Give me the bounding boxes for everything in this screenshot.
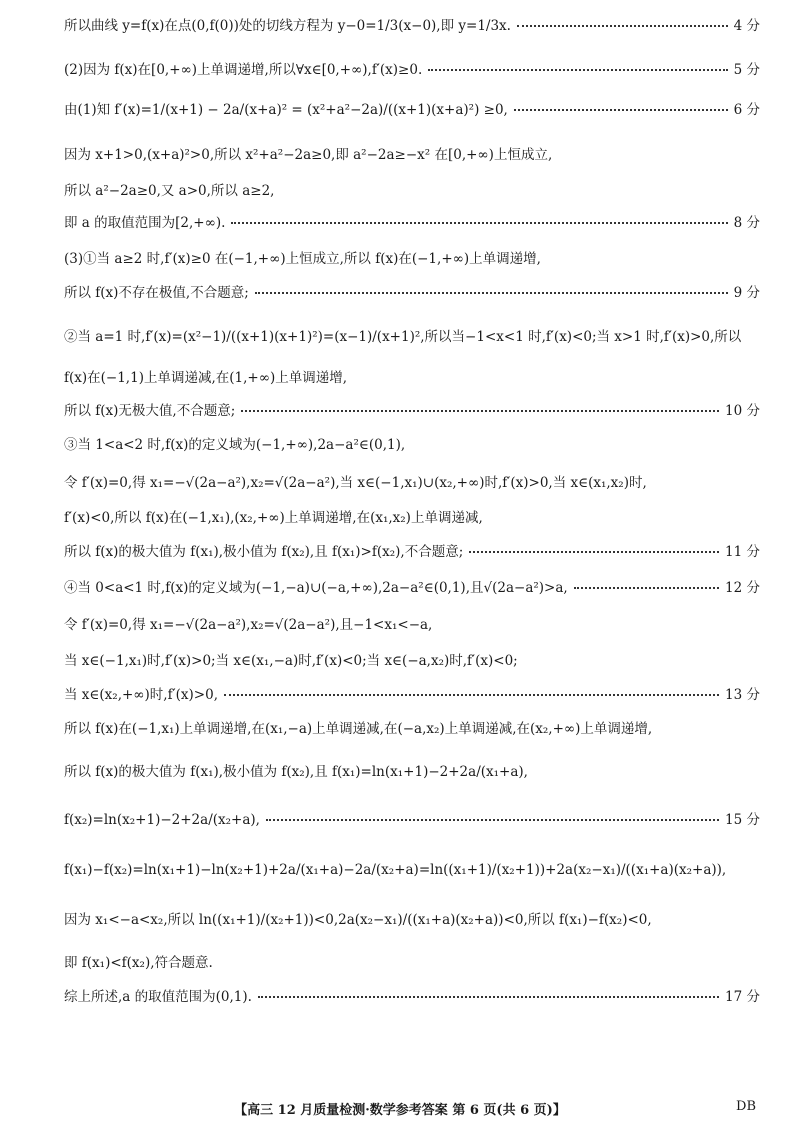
line-text: ③当 1<a<2 时,f(x)的定义域为(−1,+∞),2a−a²∈(0,1), <box>64 437 406 453</box>
line-text: (2)因为 f(x)在[0,+∞)上单调递增,所以∀x∈[0,+∞),f′(x)≥0. <box>64 62 423 78</box>
leader-dots <box>231 222 727 224</box>
line-text: 当 x∈(x₂,+∞)时,f′(x)>0, <box>64 687 218 703</box>
line-text: 当 x∈(−1,x₁)时,f′(x)>0;当 x∈(x₁,−a)时,f′(x)<0;当 x∈(−a,x₂)时,f′(x)<0; <box>64 653 518 669</box>
solution-line <box>64 370 760 387</box>
solution-line <box>64 912 760 929</box>
leader-dots <box>241 410 719 412</box>
solution-line <box>64 544 760 561</box>
line-text: 即 f(x₁)<f(x₂),符合题意. <box>64 955 213 971</box>
score-mark: 12 分 <box>725 580 760 596</box>
solution-line <box>64 215 760 232</box>
score-mark: 9 分 <box>733 285 760 301</box>
solution-line <box>64 285 760 302</box>
leader-dots <box>428 69 727 71</box>
leader-dots <box>517 25 728 27</box>
score-mark: 5 分 <box>733 62 760 78</box>
line-text: 因为 x+1>0,(x+a)²>0,所以 x²+a²−2a≥0,即 a²−2a≥−x² 在[0,+∞)上恒成立, <box>64 147 553 163</box>
leader-dots <box>514 109 728 111</box>
solution-line <box>64 617 760 634</box>
score-mark: 15 分 <box>725 812 760 828</box>
leader-dots <box>258 996 719 998</box>
line-text: 所以 f(x)无极大值,不合题意; <box>64 403 236 419</box>
solution-line <box>64 18 760 35</box>
line-text: f′(x)<0,所以 f(x)在(−1,x₁),(x₂,+∞)上单调递增,在(x₁,x₂)上单调递减, <box>64 510 483 526</box>
leader-dots <box>255 292 728 294</box>
solution-line <box>64 62 760 79</box>
line-text: 所以 f(x)的极大值为 f(x₁),极小值为 f(x₂),且 f(x₁)=ln(x₁+1)−2+2a/(x₁+a), <box>64 764 528 780</box>
solution-line <box>64 329 760 346</box>
solution-line <box>64 580 760 597</box>
solution-line <box>64 475 760 492</box>
score-mark: 4 分 <box>733 18 760 34</box>
line-text: f(x)在(−1,1)上单调递减,在(1,+∞)上单调递增, <box>64 370 348 386</box>
line-text: 由(1)知 f′(x)=1/(x+1) − 2a/(x+a)² = (x²+a²−2a)/((x+1)(x+a)²) ≥0, <box>64 102 508 118</box>
solution-line <box>64 437 760 454</box>
solution-line <box>64 764 760 781</box>
solution-line <box>64 183 760 200</box>
line-text: 所以 a²−2a≥0,又 a>0,所以 a≥2, <box>64 183 275 199</box>
leader-dots <box>574 587 719 589</box>
leader-dots <box>266 819 719 821</box>
line-text: 所以 f(x)的极大值为 f(x₁),极小值为 f(x₂),且 f(x₁)>f(x₂),不合题意; <box>64 544 464 560</box>
solution-line <box>64 955 760 972</box>
solution-line <box>64 812 760 829</box>
line-text: ②当 a=1 时,f′(x)=(x²−1)/((x+1)(x+1)²)=(x−1)/(x+1)²,所以当−1<x<1 时,f′(x)<0;当 x>1 时,f′(x)>0,所以 <box>64 329 742 345</box>
solution-line <box>64 147 760 164</box>
score-mark: 13 分 <box>725 687 760 703</box>
line-text: 令 f′(x)=0,得 x₁=−√(2a−a²),x₂=√(2a−a²),且−1<x₁<−a, <box>64 617 433 633</box>
solution-line <box>64 403 760 420</box>
line-text: ④当 0<a<1 时,f(x)的定义域为(−1,−a)∪(−a,+∞),2a−a²∈(0,1),且√(2a−a²)>a, <box>64 580 568 596</box>
line-text: 即 a 的取值范围为[2,+∞). <box>64 215 226 231</box>
solution-line <box>64 862 760 879</box>
line-text: 所以 f(x)不存在极值,不合题意; <box>64 285 249 301</box>
score-mark: 10 分 <box>725 403 760 419</box>
line-text: 因为 x₁<−a<x₂,所以 ln((x₁+1)/(x₂+1))<0,2a(x₂−x₁)/((x₁+a)(x₂+a))<0,所以 f(x₁)−f(x₂)<0, <box>64 912 652 928</box>
line-text: 令 f′(x)=0,得 x₁=−√(2a−a²),x₂=√(2a−a²),当 x∈(−1,x₁)∪(x₂,+∞)时,f′(x)>0,当 x∈(x₁,x₂)时, <box>64 475 647 491</box>
line-text: (3)①当 a≥2 时,f′(x)≥0 在(−1,+∞)上恒成立,所以 f(x)在(−1,+∞)上单调递增, <box>64 251 541 267</box>
line-text: f(x₁)−f(x₂)=ln(x₁+1)−ln(x₂+1)+2a/(x₁+a)−2a/(x₂+a)=ln((x₁+1)/(x₂+1))+2a(x₂−x₁)/((x₁+a)(x₂+a)), <box>64 862 727 878</box>
leader-dots <box>469 551 719 553</box>
line-text: f(x₂)=ln(x₂+1)−2+2a/(x₂+a), <box>64 812 260 828</box>
score-mark: 17 分 <box>725 989 760 1005</box>
line-text: 所以 f(x)在(−1,x₁)上单调递增,在(x₁,−a)上单调递减,在(−a,x₂)上单调递减,在(x₂,+∞)上单调递增, <box>64 721 653 737</box>
solution-line <box>64 251 760 268</box>
line-text: 所以曲线 y=f(x)在点(0,f(0))处的切线方程为 y−0=1/3(x−0),即 y=1/3x. <box>64 18 511 34</box>
score-mark: 11 分 <box>725 544 760 560</box>
score-mark: 8 分 <box>733 215 760 231</box>
line-text: 综上所述,a 的取值范围为(0,1). <box>64 989 252 1005</box>
solution-line <box>64 102 760 119</box>
leader-dots <box>224 694 719 696</box>
solution-line <box>64 721 760 738</box>
score-mark: 6 分 <box>733 102 760 118</box>
footer-code: DB <box>736 1099 756 1114</box>
solution-line <box>64 989 760 1006</box>
solution-line <box>64 510 760 527</box>
solution-line <box>64 653 760 670</box>
page-footer: 【高三 12 月质量检测·数学参考答案 第 6 页(共 6 页)】 <box>234 1103 566 1118</box>
solution-line <box>64 687 760 704</box>
